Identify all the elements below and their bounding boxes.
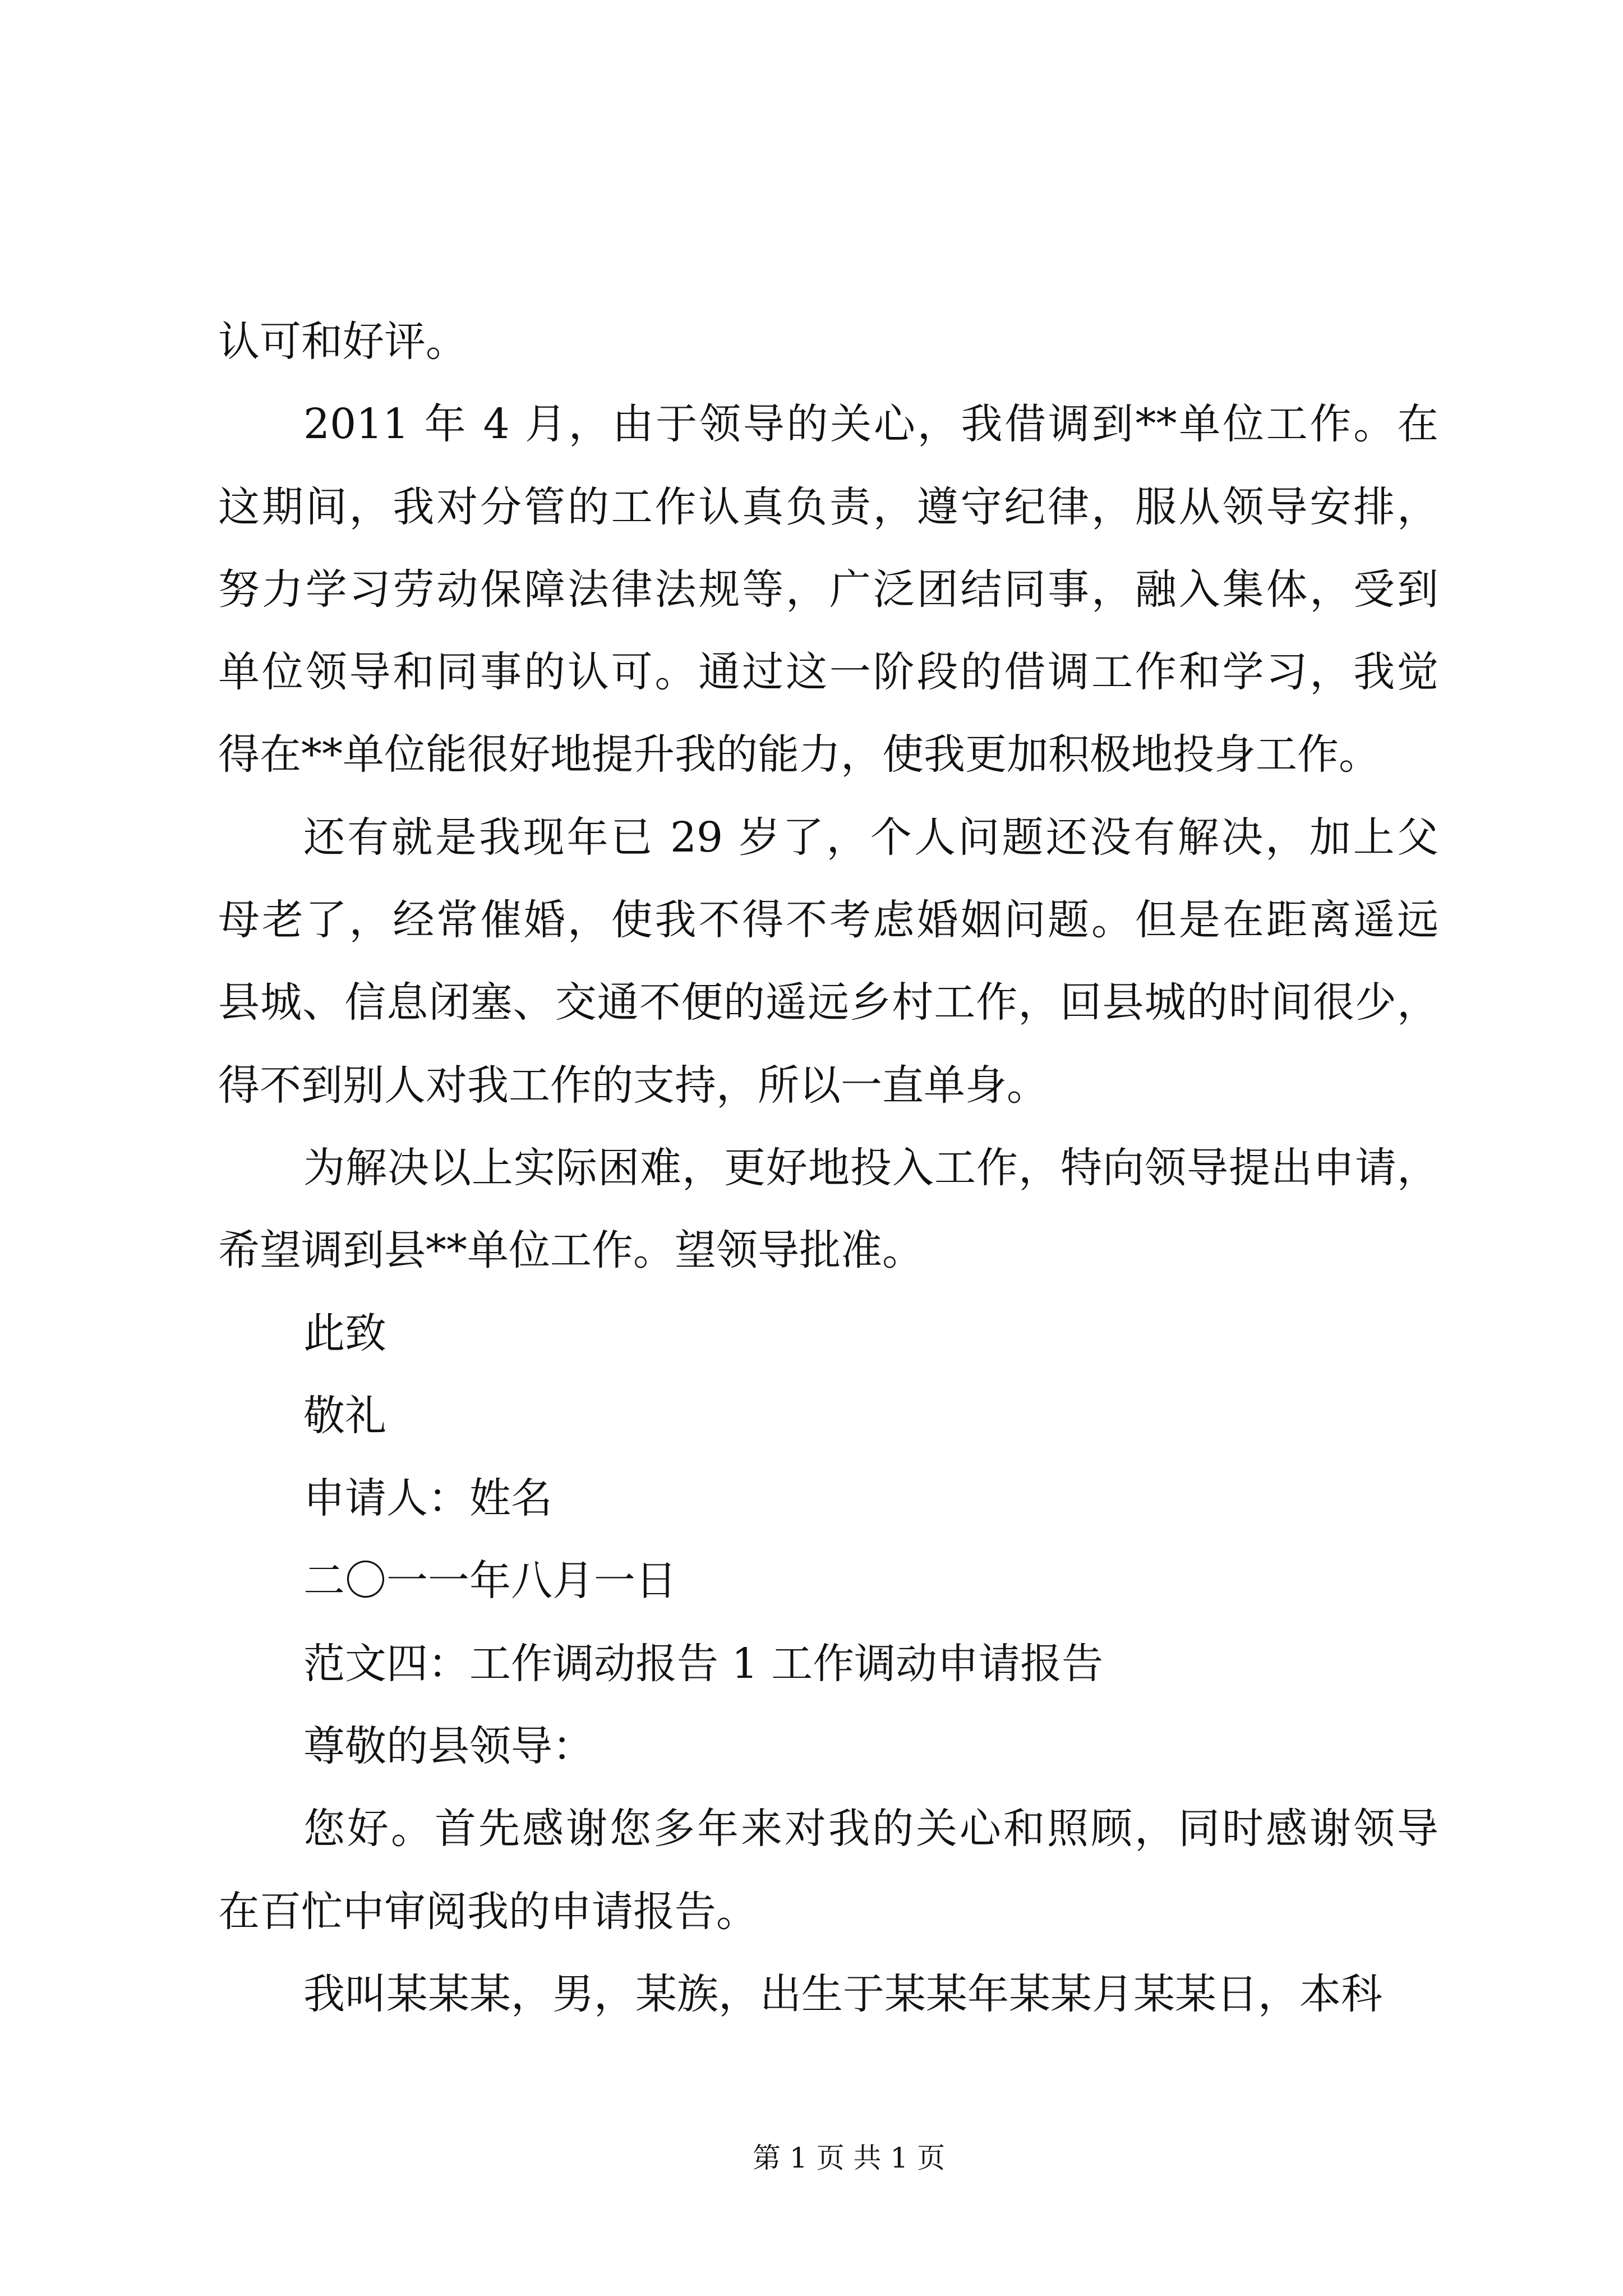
text-line: 二〇一一年八月一日 bbox=[303, 1557, 677, 1605]
text-line: 2011 年 4 月，由于领导的关心，我借调到**单位工作。在 bbox=[303, 400, 1438, 449]
text-line: 尊敬的县领导： bbox=[303, 1722, 594, 1771]
paragraph bbox=[218, 1788, 1438, 1953]
text-line: 得在**单位能很好地提升我的能力，使我更加积极地投身工作。 bbox=[218, 730, 1380, 779]
paragraph bbox=[218, 1540, 1438, 1622]
text-line: 母老了，经常催婚，使我不得不考虑婚姻问题。但是在距离遥远 bbox=[218, 896, 1438, 945]
document-body bbox=[218, 301, 1438, 2036]
text-line: 单位领导和同事的认可。通过这一阶段的借调工作和学习，我觉 bbox=[218, 648, 1438, 697]
text-line: 还有就是我现年已 29 岁了，个人问题还没有解决，加上父 bbox=[303, 813, 1438, 862]
paragraph bbox=[218, 1705, 1438, 1788]
text-line: 敬礼 bbox=[303, 1391, 386, 1440]
text-line: 这期间，我对分管的工作认真负责，遵守纪律，服从领导安排， bbox=[218, 482, 1438, 531]
page-footer: 第 1 页 共 1 页 bbox=[753, 2142, 946, 2174]
paragraph bbox=[218, 797, 1438, 1127]
text-line: 申请人：姓名 bbox=[303, 1474, 552, 1523]
text-line: 希望调到县**单位工作。望领导批准。 bbox=[218, 1226, 924, 1275]
text-line: 我叫某某某，男，某族，出生于某某年某某月某某日，本科 bbox=[303, 1970, 1382, 2018]
text-line: 努力学习劳动保障法律法规等，广泛团结同事，融入集体，受到 bbox=[218, 565, 1438, 614]
paragraph bbox=[218, 1623, 1438, 1705]
text-line: 得不到别人对我工作的支持，所以一直单身。 bbox=[218, 1061, 1048, 1110]
text-line: 为解决以上实际困难，更好地投入工作，特向领导提出申请， bbox=[303, 1143, 1438, 1192]
text-line: 县城、信息闭塞、交通不便的遥远乡村工作，回县城的时间很少， bbox=[218, 978, 1438, 1027]
paragraph bbox=[218, 1375, 1438, 1457]
paragraph bbox=[218, 1953, 1438, 2036]
paragraph bbox=[218, 1457, 1438, 1540]
paragraph bbox=[218, 383, 1438, 796]
carryover-line: 认可和好评。 bbox=[218, 318, 467, 366]
text-line: 范文四：工作调动报告 1 工作调动申请报告 bbox=[303, 1639, 1104, 1688]
paragraph bbox=[218, 1127, 1438, 1292]
text-line: 在百忙中审阅我的申请报告。 bbox=[218, 1887, 758, 1936]
text-line: 您好。首先感谢您多年来对我的关心和照顾，同时感谢领导 bbox=[303, 1805, 1438, 1853]
paragraph bbox=[218, 1292, 1438, 1375]
text-line: 此致 bbox=[303, 1309, 386, 1358]
